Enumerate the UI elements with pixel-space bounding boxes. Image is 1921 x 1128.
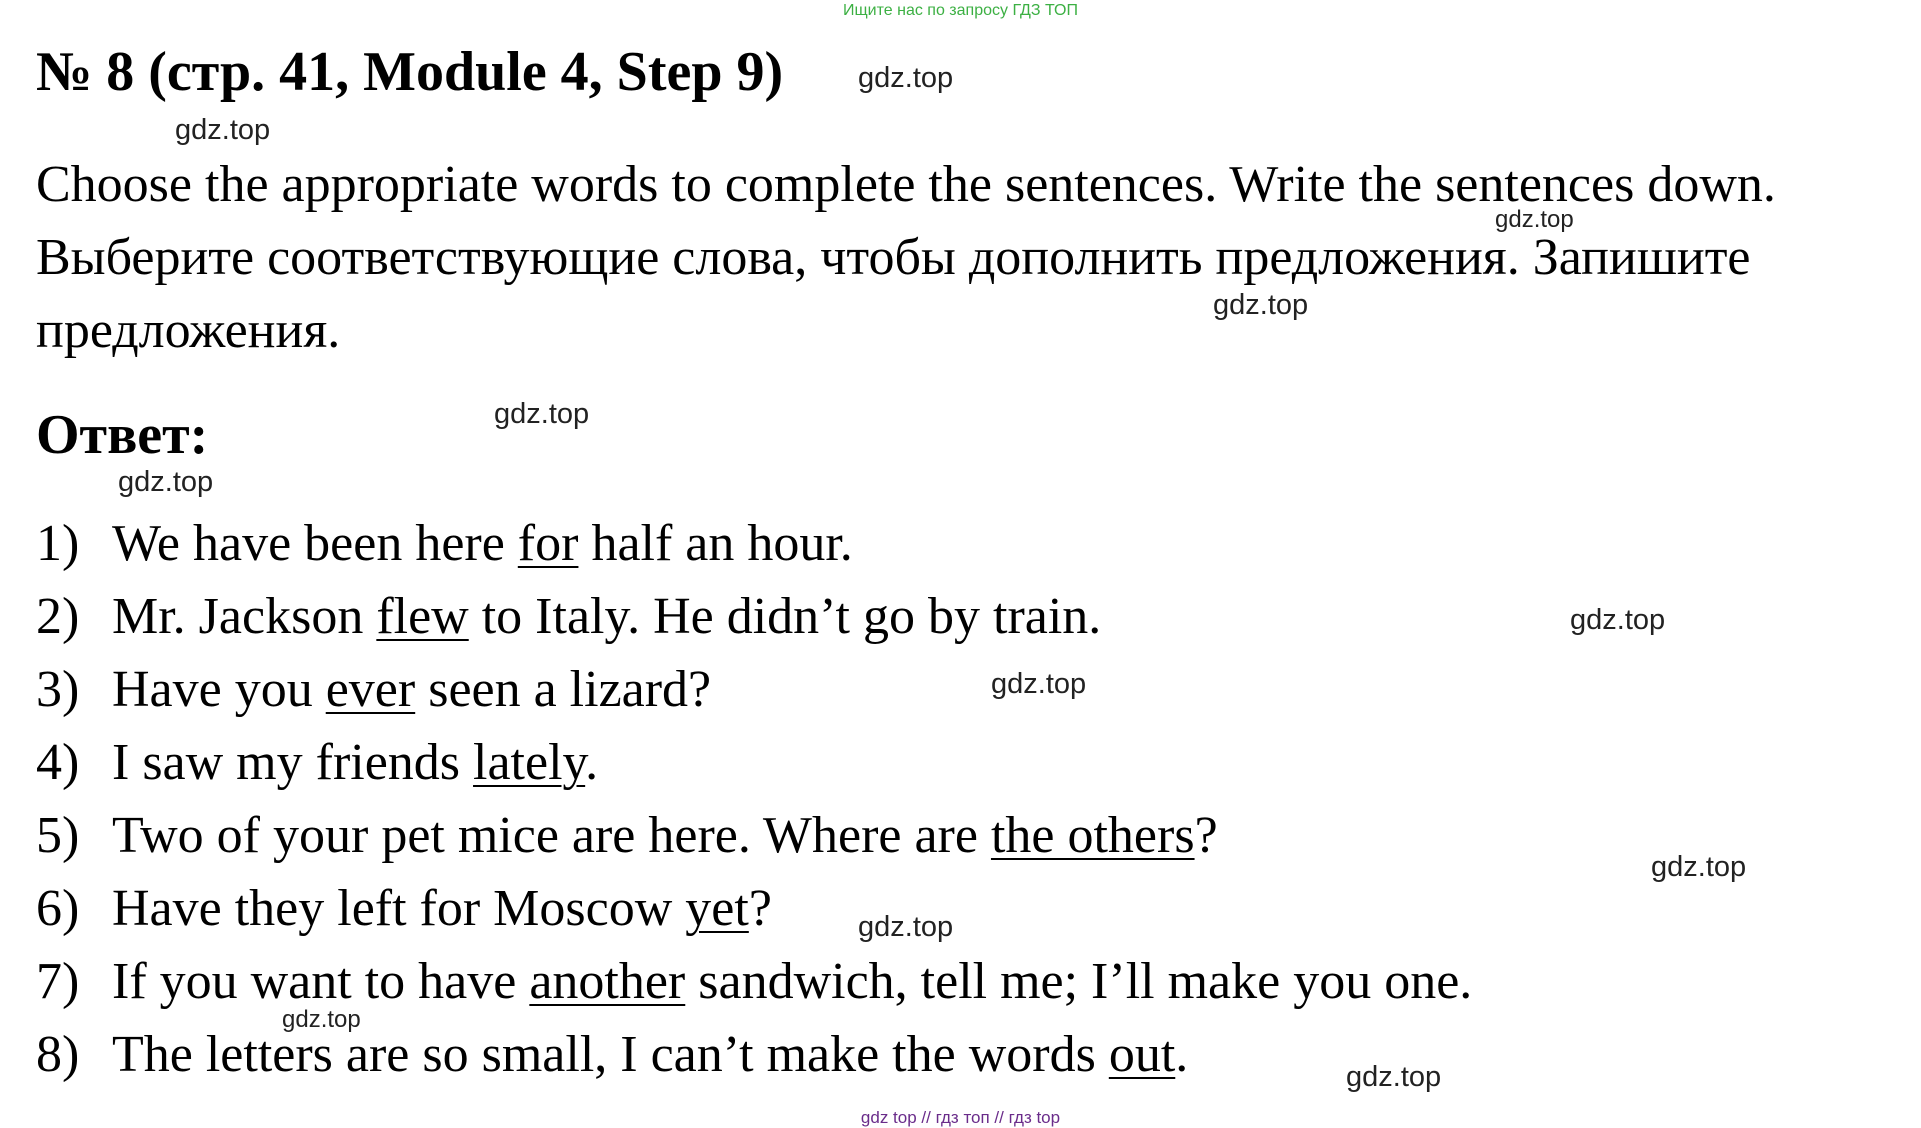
answer-fill-word: flew <box>376 588 469 645</box>
bottom-banner: gdz top // гдз топ // гдз top <box>860 1108 1061 1127</box>
watermark: gdz.top <box>494 398 590 430</box>
watermark: gdz.top <box>282 1006 361 1033</box>
watermark: gdz.top <box>175 114 271 146</box>
watermark: gdz.top <box>118 466 214 498</box>
answer-item-3: 3) Have you ever seen a lizard? <box>36 661 712 718</box>
answer-fill-word: out <box>1108 1026 1176 1083</box>
answer-fill-word: for <box>517 515 579 572</box>
answer-item-6: 6) Have they left for Moscow yet? <box>36 880 772 937</box>
watermark: gdz.top <box>1651 851 1747 883</box>
answer-item-2: 2) Mr. Jackson flew to Italy. He didn’t go by train. <box>36 588 1102 645</box>
watermark: gdz.top <box>1213 289 1309 321</box>
answer-item-1: 1) We have been here for half an hour. <box>36 515 853 572</box>
answer-item-4: 4) I saw my friends lately. <box>36 734 599 791</box>
answer-fill-word: yet <box>685 880 749 937</box>
answer-item-8: 8) The letters are so small, I can’t make the words out. <box>36 1026 1189 1083</box>
answer-fill-word: another <box>529 953 686 1010</box>
watermark: gdz.top <box>858 911 954 943</box>
watermark: gdz.top <box>991 668 1087 700</box>
answer-item-5: 5) Two of your pet mice are here. Where are the others? <box>36 807 1218 864</box>
top-banner: Ищите нас по запросу ГДЗ ТОП <box>843 2 1078 19</box>
answer-fill-word: lately <box>473 734 586 791</box>
watermark: gdz.top <box>1346 1061 1442 1093</box>
watermark: gdz.top <box>1570 604 1666 636</box>
exercise-instructions: Choose the appropriate words to complete the sentences. Write the sentences down. Выберите соответствующие слова, чтобы дополнить предложения. Запишите предложения. <box>36 156 1776 359</box>
watermark: gdz.top <box>1495 206 1574 233</box>
watermark: gdz.top <box>858 62 954 94</box>
answer-fill-word: the others <box>990 807 1195 864</box>
exercise-title: № 8 (стр. 41, Module 4, Step 9) <box>36 41 784 103</box>
answer-list <box>36 507 1472 1091</box>
answer-fill-word: ever <box>325 661 416 718</box>
answer-item-7: 7) If you want to have another sandwich, tell me; I’ll make you one. <box>36 953 1473 1010</box>
answer-heading: Ответ: <box>36 404 209 466</box>
